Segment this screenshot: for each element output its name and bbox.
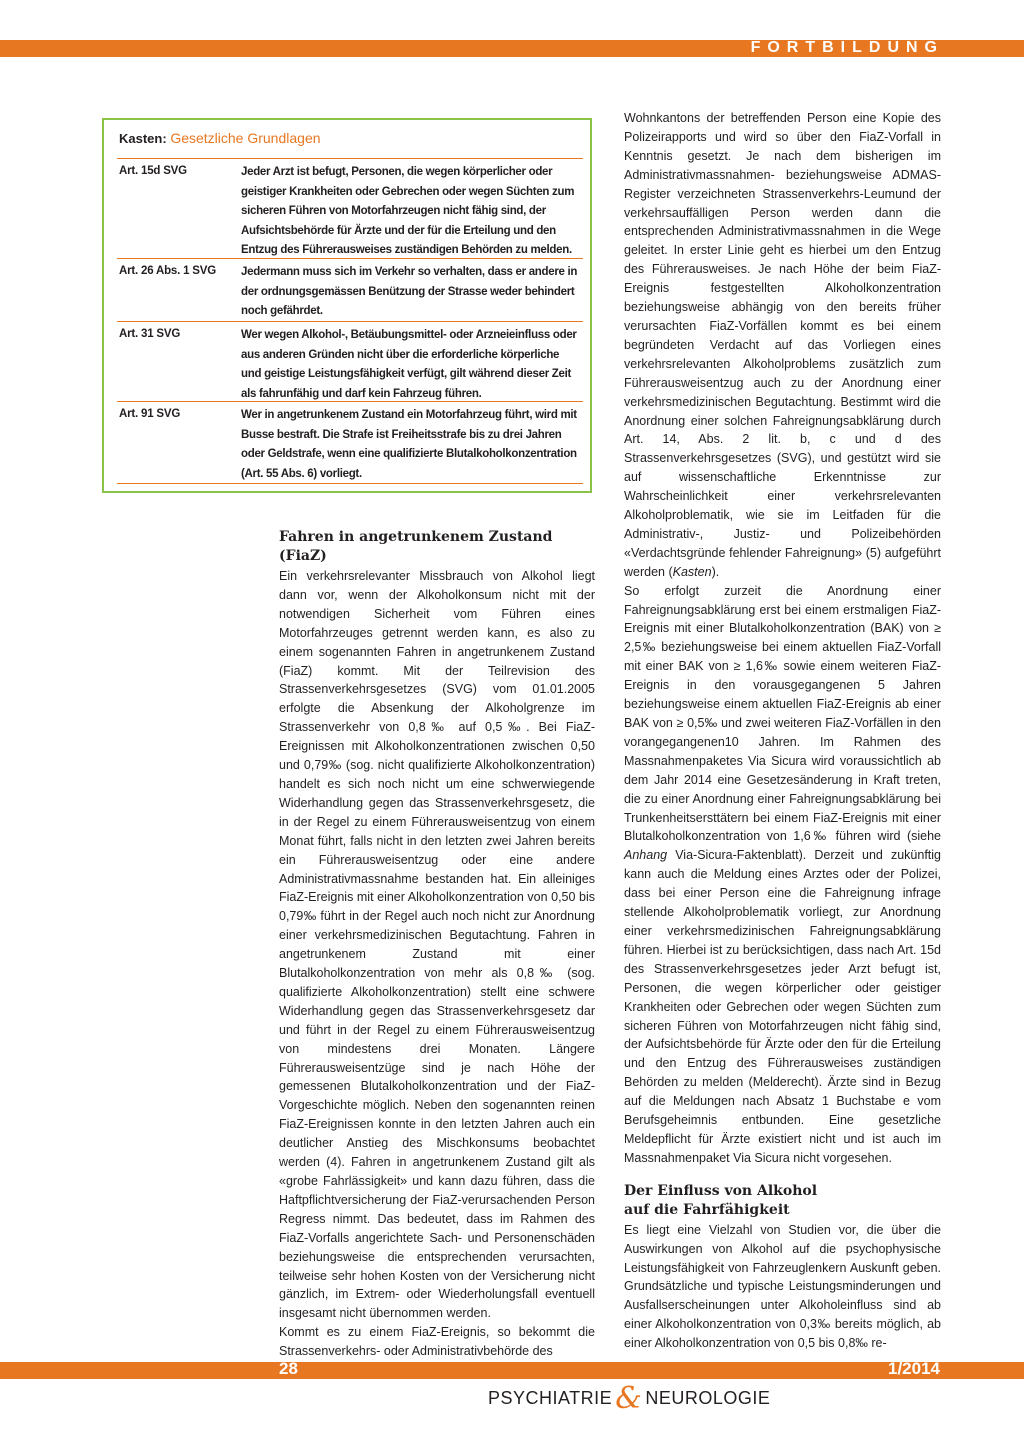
page-number: 28 [279, 1359, 298, 1378]
paragraph-text: So erfolgt zurzeit die Anordnung einer Fahreignungsabklärung erst bei einem erstmaligen FiaZ-Ereignis mit einer Blutalkoholkonzentration (BAK) von ≥ 2,5‰ beziehungsweise bei einem aktuellen FiaZ-Vorfall mit einer BAK von ≥ 1,6‰ sowie einem weiteren FiaZ-Ereignis in den vorausgegangenen 5 Jahren beziehungsweise einem aktuellen FiaZ-Ereignis ab einer BAK von ≥ 0,5‰ und zwei weiteren FiaZ-Vorfällen in den vorangegangenen10 Jahren. Im Rahmen des Massnahmenpaketes Via Sicura wird voraussichtlich ab dem Jahr 2014 eine Gesetzesänderung in Kraft treten, die zu einer Anordnung einer Fahreignungsabklärung bei Trunkenheitsersttätern bei einem FiaZ-Ereignis mit einer Blutalkoholkonzentration von 1,6‰ führen wird (siehe [624, 583, 941, 844]
emphasis: Anhang [624, 848, 668, 863]
section-label: FORTBILDUNG [750, 39, 944, 56]
paragraph: Ein verkehrsrelevanter Missbrauch von Alkohol liegt dann vor, wenn der Alkoholkonsum nicht mit der notwendigen Sicherheit vom Führen eines Motorfahrzeuges getrennt werden kann, es also zu einem sogenannten Fahren in angetrunkenem Zustand (FiaZ) kommt. Mit der Teilrevision des Strassenverkehrsgesetzes (SVG) vom 01.01.2005 erfolgte die Absenkung der Alkoholgrenze im Strassenverkehr von 0,8‰ auf 0,5‰. Bei FiaZ-Ereignissen mit Alkoholkonzentrationen zwischen 0,50 und 0,79‰ (sog. nicht qualifizierte Alkoholkonzentration) handelt es sich noch nicht um eine schwerwiegende Widerhandlung gegen das Strassenverkehrsgesetz, die in der Regel zu einem Führerausweisentzug von einem Monat führt, falls nicht in den letzten zwei Jahren bereits ein Führerausweisentzug oder eine andere Administrativmassnahme bestanden hat. Ein alleiniges FiaZ-Ereignis mit einer Alkoholkonzentration von 0,50 bis 0,79‰ führt in der Regel auch noch nicht zur Anordnung einer verkehrsmedizinischen Begutachtung. Fahren in angetrunkenem Zustand mit einer Blutalkoholkonzentration von mehr als 0,8‰ (sog. qualifizierte Alkoholkonzentration) stellt eine schwere Widerhandlung gegen das Strassenverkehrsgesetz dar und führt in der Regel zu einem Führerausweisentzug von mindestens drei Monaten. Längere Führerausweisentzüge sind je nach Höhe der gemessenen Blutalkoholkonzentration und der FiaZ-Vorgeschichte möglich. Neben den sogenannten reinen FiaZ-Ereignissen konnte in den letzten Jahren auch ein deutlicher Anstieg des Mischkonsums beobachtet werden (4). Fahren in angetrunkenem Zustand gilt als «grobe Fahrlässigkeit» und kann dazu führen, dass die Haftpflichtversicherung der FiaZ-verursachenden Person Regress nimmt. Das bedeutet, dass im Rahmen des FiaZ-Vorfalls angerichtete Sach- und Personenschäden beziehungsweise die entsprechenden verursachten, teilweise sehr hohen Kosten von der Versicherung nicht gänzlich, im Extrem- oder Wiederholungsfall eventuell insgesamt nicht übernommen werden. [279, 569, 595, 1321]
legal-basis-box [102, 118, 592, 493]
box-topic: Gesetzliche Grundlagen [170, 130, 321, 146]
article-text: Wer wegen Alkohol-, Betäubungsmittel- oder Arzneieinfluss oder aus anderen Gründen nicht über die erforderliche körperliche und geistige Leistungsfähigkeit verfügt, gilt während dieser Zeit als fahrunfähig und darf kein Fahrzeug führen. [241, 329, 577, 400]
box-row [117, 401, 583, 484]
paragraph-text: ). [711, 564, 720, 579]
paragraph: Kommt es zu einem FiaZ-Ereignis, so bekommt die Strassenverkehrs- oder Administrativbehörde des [279, 1325, 595, 1359]
article-text: Jeder Arzt ist befugt, Personen, die wegen körperlicher oder geistiger Krankheiten oder Gebrechen oder wegen Süchten zum sicheren Führen von Motorfahrzeugen nicht fähig sind, der Aufsichtsbehörde für Ärzte und der für die Erteilung und den Entzug des Führerausweises zuständigen Behörden zu melden. [241, 166, 575, 256]
paragraph: Es liegt eine Vielzahl von Studien vor, die über die Auswirkungen von Alkohol auf die psychophysische Leistungsfähigkeit von Fahrzeuglenkern Auskunft geben. Grundsätzliche und typische Leistungsminderungen und Ausfallserscheinungen unter Alkoholeinfluss sind ab einer Alkoholkonzentration von 0,3‰ bereits möglich, ab einer Alkoholkonzentration von 0,5 bis 0,8‰ re- [624, 1222, 941, 1351]
article-text: Jedermann muss sich im Verkehr so verhalten, dass er andere in der ordnungsgemässen Benützung der Strasse weder behindert noch gefährdet. [241, 266, 578, 317]
paragraph [624, 582, 941, 1168]
heading-line: auf die Fahrfähigkeit [624, 1201, 790, 1218]
emphasis: Kasten [672, 564, 712, 579]
paragraph [624, 109, 941, 582]
article-text: Wer in angetrunkenem Zustand ein Motorfahrzeug führt, wird mit Busse bestraft. Die Strafe ist Freiheitsstrafe bis zu drei Jahren oder Geldstrafe, wenn eine qualifizierte Blutalkoholkonzentration (Art. 55 Abs. 6) vorliegt. [241, 409, 577, 480]
box-lead: Kasten: [119, 131, 167, 146]
paragraph-text: Via-Sicura-Faktenblatt). Derzeit und zukünftig kann auch die Meldung eines Arztes oder der Polizei, dass bei einer Person eine die Fahreignung infrage stellende Alkoholproblematik vorliegt, zur Anordnung einer verkehrsmedizinischen Fahreignungsabklärung führen. Hierbei ist zu berücksichtigen, dass nach Art. 15d des Strassenverkehrsgesetzes jeder Arzt befugt ist, Personen, die wegen körperlicher oder geistiger Krankheiten oder Gebrechen oder wegen Süchten zum sicheren Führen von Motorfahrzeugen nicht fähig sind, der Aufsichtsbehörde für Ärzte oder den für die Erteilung und den Entzug des Führerausweises zuständigen Behörden zu melden (Melderecht). Ärzte sind in Bezug auf die Meldungen nach Absatz 1 Buchstabe e vom Berufsgeheimnis entbunden. Eine gesetzliche Meldepflicht für Ärzte existiert nicht und ist auch im Massnahmenpaket Via Sicura nicht vorgesehen. [624, 848, 941, 1165]
ampersand: & [615, 1381, 643, 1416]
article-ref: Art. 15d SVG [119, 165, 187, 177]
box-bottom-rule [117, 483, 583, 484]
heading-line: Der Einfluss von Alkohol [624, 1182, 818, 1199]
header-band [0, 40, 1024, 57]
paragraph-text: Wohnkantons der betreffenden Person eine Kopie des Polizeirapports und wird so über den FiaZ-Vorfall in Kenntnis gesetzt. Je nach dem bisherigen im Administrativmassnahmen- beziehungsweise ADMAS-Register verzeichneten Strassenverkehrs-Leumund der verkehrsauffälligen Person werden dann die entsprechenden Administrativmassnahmen in die Wege geleitet. In erster Linie geht es hierbei um den Entzug des Führerausweises. Je nach Höhe der beim FiaZ-Ereignis festgestellten Alkoholkonzentration beziehungsweise abhängig von den bereits früher verursachten FiaZ-Vorfällen kommt es bei einem begründeten Verdacht auf das Vorliegen eines verkehrsrelevanten Alkoholproblems zusätzlich zum Führerausweisentzug auch zu der Anordnung einer verkehrsmedizinischen Begutachtung. Bestimmt wird die Anordnung einer solchen Fahreignungsabklärung durch Art. 14, Abs. 2 lit. b, c und d des Strassenverkehrsgesetzes (SVG), und gestützt wird sie auf wissenschaftliche Erkenntnisse zur Wahrscheinlichkeit einer verkehrsrelevanten Alkoholproblematik, wie sie im Leitfaden für die Administrativ-, Justiz- und Polizeibehörden «Verdachtsgründe fehlender Fahreignung» (5) aufgeführt werden ( [624, 111, 941, 579]
footer-band [0, 1359, 1024, 1379]
box-row [117, 158, 583, 259]
issue-number: 1/2014 [888, 1359, 940, 1378]
journal-name-part: NEUROLOGIE [645, 1388, 771, 1408]
box-title [119, 130, 321, 146]
right-column [624, 109, 941, 1353]
left-column [279, 528, 595, 1361]
journal-logo [488, 1381, 770, 1416]
box-row [117, 258, 583, 322]
article-ref: Art. 31 SVG [119, 328, 181, 340]
journal-name-part: PSYCHIATRIE [488, 1388, 613, 1408]
section-heading-alcohol [624, 1182, 941, 1220]
article-ref: Art. 26 Abs. 1 SVG [119, 265, 216, 277]
article-ref: Art. 91 SVG [119, 408, 181, 420]
box-row [117, 321, 583, 402]
section-heading-fiaz: Fahren in angetrunkenem Zustand (FiaZ) [279, 529, 553, 564]
